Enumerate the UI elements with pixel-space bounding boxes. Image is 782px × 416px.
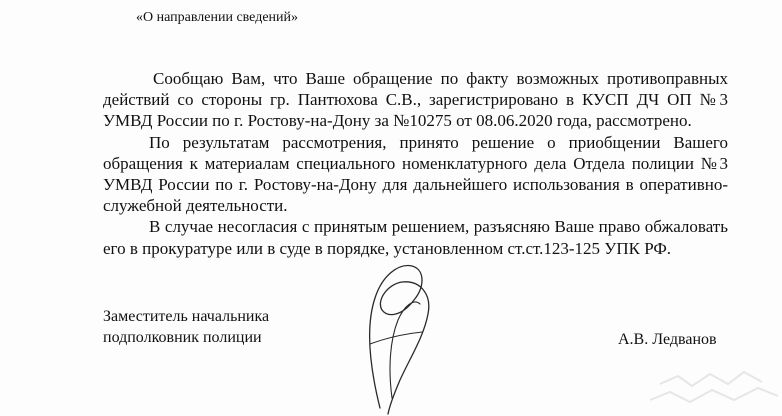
paragraph-decision: По результатам рассмотрения, принято решение о приобщении Вашего обращения к материалам специального номенклатурного дела Отдела полиции №3 УМВД России по г. Ростову-на-Дону для дальнейшего использования в оперативно-служебной деятельности. — [103, 132, 728, 216]
paragraph-appeal-rights: В случае несогласия с принятым решением, разъясняю Ваше право обжаловать его в прокуратуре или в суде в порядке, установленном ст.ст.123-125 УПК РФ. — [103, 217, 728, 258]
paragraph-registration: Сообщаю Вам, что Ваше обращение по факту возможных противоправных действий со стороны гр. Пантюхова С.В., зарегистрировано в КУСП ДЧ ОП №3 УМВД России по г. Ростову-на-Дону за №10275 от 08.06.2020 года, рассмотрено. — [103, 69, 728, 131]
signatory-name: А.В. Ледванов — [618, 331, 717, 348]
letter-body — [103, 68, 728, 259]
signatory-position — [103, 306, 269, 348]
handwritten-signature — [340, 248, 450, 416]
faint-stamp-mark — [640, 362, 782, 416]
signatory-position-line2: подполковник полиции — [103, 329, 262, 346]
signatory-position-line1: Заместитель начальника — [103, 308, 270, 325]
letter-subject: «О направлении сведений» — [136, 10, 299, 25]
